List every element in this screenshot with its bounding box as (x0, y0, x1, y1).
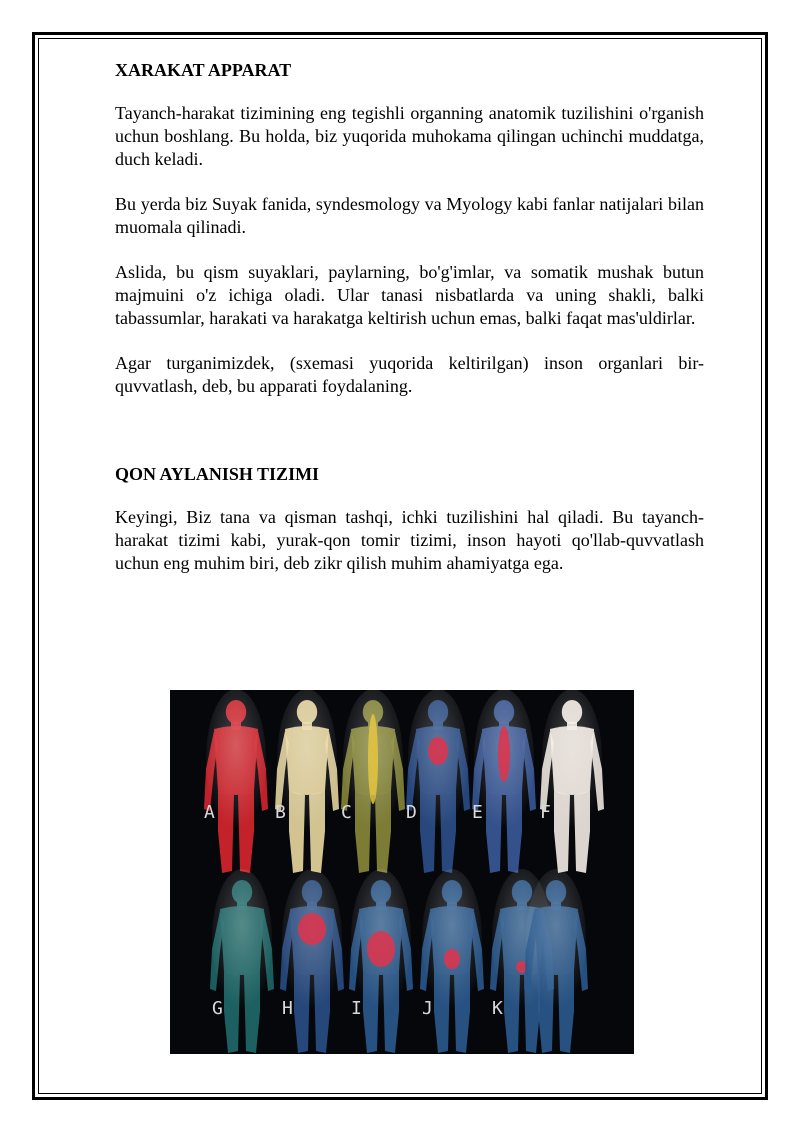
paragraph-1: Tayanch-harakat tizimining eng tegishli organning anatomik tuzilishini o'rganish uchun boshlang. Bu holda, biz yuqorida muhokama qilingan uchinchi muddatga, duch keladi. (115, 103, 704, 169)
paragraph-3: Aslida, bu qism suyaklari, paylarning, bo'g'imlar, va somatik mushak butun majmuini o'z ichiga oladi. Ular tanasi nisbatlarda va uning shakli, balki tabassumlar, harakati va harakatga keltirish uchun emas, balki faqat mas'uldirlar. (115, 262, 704, 328)
body-figure-e (472, 690, 536, 873)
body-figure-d (406, 690, 470, 873)
body-figure-a (204, 690, 268, 873)
body-systems-illustration (170, 690, 634, 1054)
body-figure-c (341, 690, 405, 873)
figure-label-b: B (275, 802, 286, 823)
figure-label-k: K (492, 998, 503, 1019)
paragraph-2: Bu yerda biz Suyak fanida, syndesmology va Myology kabi fanlar natijalari bilan muomala qilinadi. (115, 194, 704, 237)
human-body-systems-figure (170, 690, 634, 1054)
figure-label-e: E (472, 802, 483, 823)
paragraph-5: Keyingi, Biz tana va qisman tashqi, ichki tuzilishini hal qiladi. Bu tayanch-harakat tizimi kabi, yurak-qon tomir tizimi, inson hayoti qo'llab-quvvatlash uchun eng muhim biri, deb zikr qilish muhim ahamiyatga ega. (115, 507, 704, 573)
figure-label-g: G (212, 998, 223, 1019)
figure-label-h: H (282, 998, 293, 1019)
figure-label-f: F (540, 802, 551, 823)
body-figure-i (349, 869, 413, 1053)
paragraph-4: Agar turganimizdek, (sxemasi yuqorida keltirilgan) inson organlari bir-quvvatlash, deb, bu apparati foydalaning. (115, 353, 704, 396)
figure-label-i: I (351, 998, 362, 1019)
figure-label-c: C (341, 802, 352, 823)
body-figure-j (420, 869, 484, 1053)
figure-label-a: A (204, 802, 215, 823)
body-figure-f (540, 690, 604, 873)
document-body (115, 58, 704, 575)
body-figure-b (275, 690, 339, 873)
section-heading-movement: XARAKAT APPARAT (115, 60, 292, 80)
body-figure-h (280, 869, 344, 1053)
section-heading-circulation: QON AYLANISH TIZIMI (115, 464, 320, 484)
figure-label-j: J (422, 998, 433, 1019)
body-figure-g (210, 869, 274, 1053)
figure-label-d: D (406, 802, 417, 823)
